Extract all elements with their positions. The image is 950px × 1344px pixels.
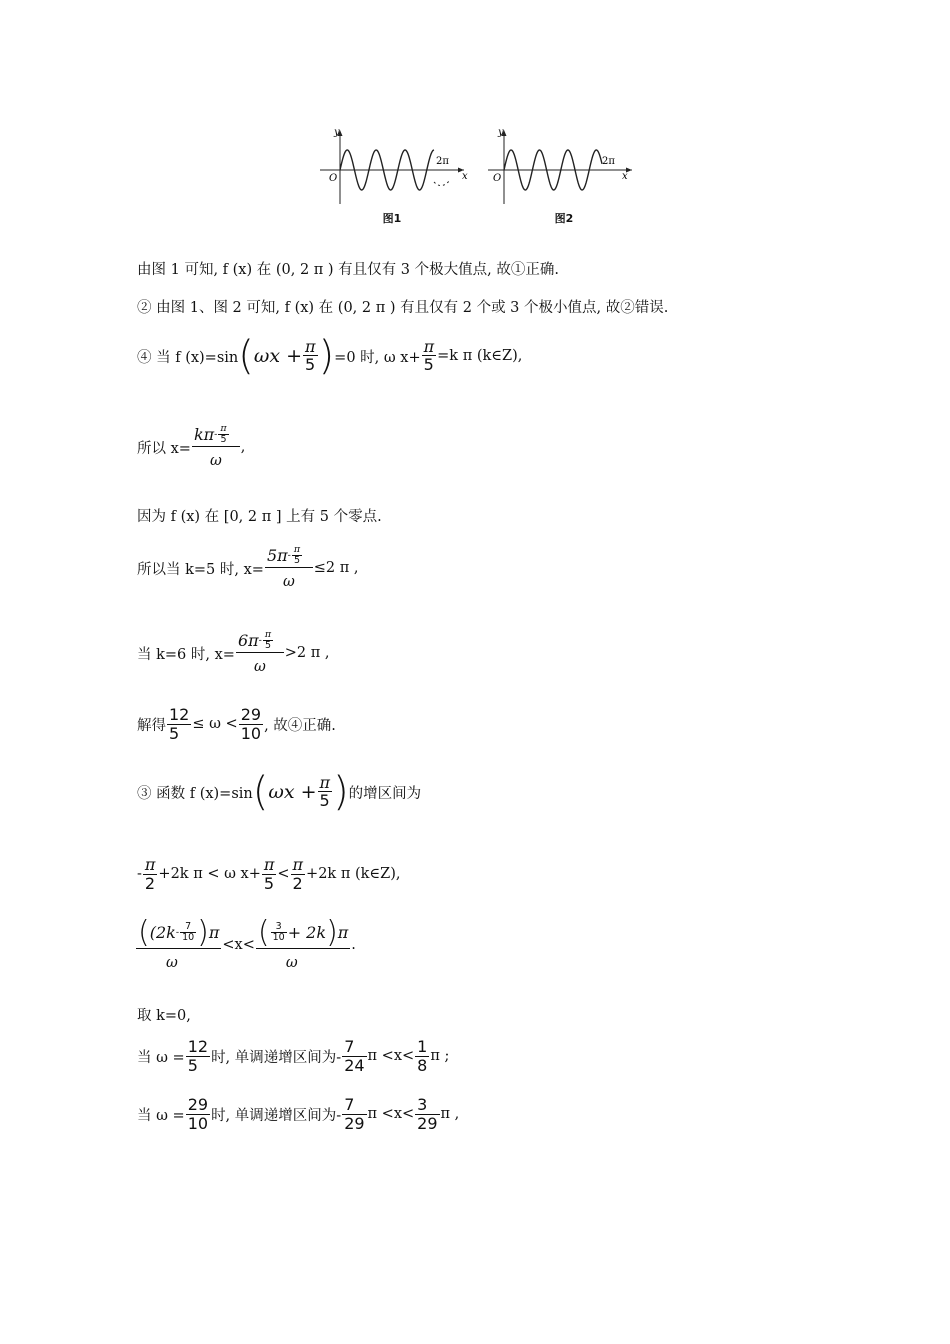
left-paren: ( bbox=[238, 333, 254, 379]
line-text: =k π (k∈Z), bbox=[437, 348, 523, 364]
math-expr: ωx + bbox=[253, 345, 303, 367]
line-text: 当 ω = bbox=[137, 1107, 185, 1124]
text-line-6 bbox=[137, 545, 359, 591]
fraction-29-10: $\frac{29}{10}$ bbox=[240, 705, 262, 743]
fraction-pi-over-5: $\frac{\pi}{5}$ bbox=[305, 336, 316, 375]
x-label: x bbox=[462, 171, 468, 182]
text-line-14: 当 ω = $\frac{29}{10}$ 时, 单调递增区间为- $\frac{7}{29}$ π <x< $\frac{3}{29}$ π , bbox=[137, 1095, 460, 1133]
line-text: 由图 1 可知, f (x) 在 (0, 2 π ) 有且仅有 3 个极大值点, 故①正确. bbox=[137, 262, 559, 278]
text-line-5 bbox=[137, 505, 382, 526]
right-paren: ) bbox=[333, 769, 349, 815]
text-line-7 bbox=[137, 630, 330, 676]
line-text: +2k π (k∈Z), bbox=[306, 866, 401, 883]
line-text: , 故④正确. bbox=[264, 717, 336, 734]
line-text: 时, 单调递增区间为- bbox=[211, 1049, 342, 1066]
line-text: >2 π , bbox=[284, 645, 330, 662]
figure-1 bbox=[316, 124, 468, 234]
right-paren: ) bbox=[318, 333, 335, 379]
fraction-right-bound: ( $\frac{3}{10}$ + 2k ) π ω bbox=[257, 915, 349, 971]
fraction-pi-over-5: $\frac{\pi}{5}$ bbox=[423, 336, 435, 375]
line-text: 因为 f (x) 在 [0, 2 π ] 上有 5 个零点. bbox=[137, 509, 382, 525]
fraction-pi-over-5: $\frac{\pi}{5}$ bbox=[263, 855, 275, 893]
line-text: 解得 bbox=[137, 717, 166, 734]
line-text: 取 k=0, bbox=[137, 1008, 191, 1024]
text-line-10: - $\frac{\pi}{2}$ +2k π < ω x+ $\frac{\pi}{5}$ < $\frac{\pi}{2}$ +2k π (k∈Z), bbox=[137, 855, 401, 893]
line-text: ≤ ω < bbox=[192, 716, 238, 733]
line-text: +2k π < ω x+ bbox=[158, 866, 261, 883]
two-pi-label: 2π bbox=[602, 156, 615, 167]
fraction-pi-over-2: $\frac{\pi}{2}$ bbox=[144, 855, 156, 893]
text-line-13: 当 ω = $\frac{12}{5}$ 时, 单调递增区间为- $\frac{7}{24}$ π <x< $\frac{1}{8}$ π ; bbox=[137, 1037, 450, 1075]
line-text: 当 k=6 时, x= bbox=[137, 646, 235, 663]
line-text: 时, 单调递增区间为- bbox=[211, 1107, 342, 1124]
line-text: ④ 当 f (x)=sin bbox=[137, 349, 239, 366]
fraction-pi-over-5: $\frac{\pi}{5}$ bbox=[319, 772, 331, 811]
text-line-1 bbox=[137, 258, 559, 279]
sine-graph-2 bbox=[484, 124, 636, 204]
fraction-x: kπ - $\frac{\pi}{5}$ ω bbox=[192, 424, 240, 470]
text-line-9 bbox=[137, 769, 422, 815]
fraction-pi-over-2: $\frac{\pi}{2}$ bbox=[292, 855, 304, 893]
origin-label: O bbox=[493, 173, 502, 184]
line-text: 当 ω = bbox=[137, 1049, 185, 1066]
left-paren: ( bbox=[252, 769, 269, 815]
graph-figures bbox=[316, 124, 646, 234]
line-text: 所以当 k=5 时, x= bbox=[137, 561, 264, 578]
line-text: ② 由图 1、图 2 可知, f (x) 在 (0, 2 π ) 有且仅有 2 个或 3 个极小值点, 故②错误. bbox=[137, 300, 669, 316]
sine-graph-1 bbox=[316, 124, 468, 204]
y-label: y bbox=[334, 127, 340, 138]
text-line-3 bbox=[137, 333, 523, 379]
fraction-x: 5π - $\frac{\pi}{5}$ ω bbox=[265, 545, 313, 591]
dashed-curve bbox=[434, 180, 450, 186]
text-line-4: 所以 x= kπ - $\frac{\pi}{5}$ ω , bbox=[137, 423, 246, 470]
figure-caption: 图1 bbox=[382, 212, 402, 225]
text-line-12 bbox=[137, 1004, 191, 1025]
text-line-8 bbox=[137, 706, 336, 743]
figure-2 bbox=[484, 124, 636, 234]
text-line-2 bbox=[137, 296, 668, 317]
fraction-x: 6π - $\frac{\pi}{5}$ ω bbox=[236, 630, 284, 676]
origin-label: O bbox=[329, 173, 338, 184]
line-text: 所以 x= bbox=[137, 440, 191, 457]
line-text: =0 时, ω x+ bbox=[334, 349, 421, 366]
figure-caption: 图2 bbox=[554, 212, 574, 225]
x-label: x bbox=[622, 171, 628, 182]
text-line-11: ( (2k - $\frac{7}{10}$ ) π ω <x< ( $\frac{3}{10}$ + 2k ) π ω . bbox=[138, 915, 356, 971]
fraction-left-bound: ( (2k - $\frac{7}{10}$ ) π ω bbox=[138, 915, 220, 971]
line-text: <x< bbox=[222, 936, 255, 953]
math-expr: ωx + bbox=[268, 781, 317, 803]
line-text: 的增区间为 bbox=[348, 785, 422, 802]
fraction-12-5: $\frac{12}{5}$ bbox=[169, 705, 190, 743]
line-text: ≤2 π , bbox=[313, 560, 359, 577]
line-text: ③ 函数 f (x)=sin bbox=[137, 785, 253, 802]
y-label: y bbox=[498, 127, 504, 138]
two-pi-label: 2π bbox=[436, 156, 449, 167]
